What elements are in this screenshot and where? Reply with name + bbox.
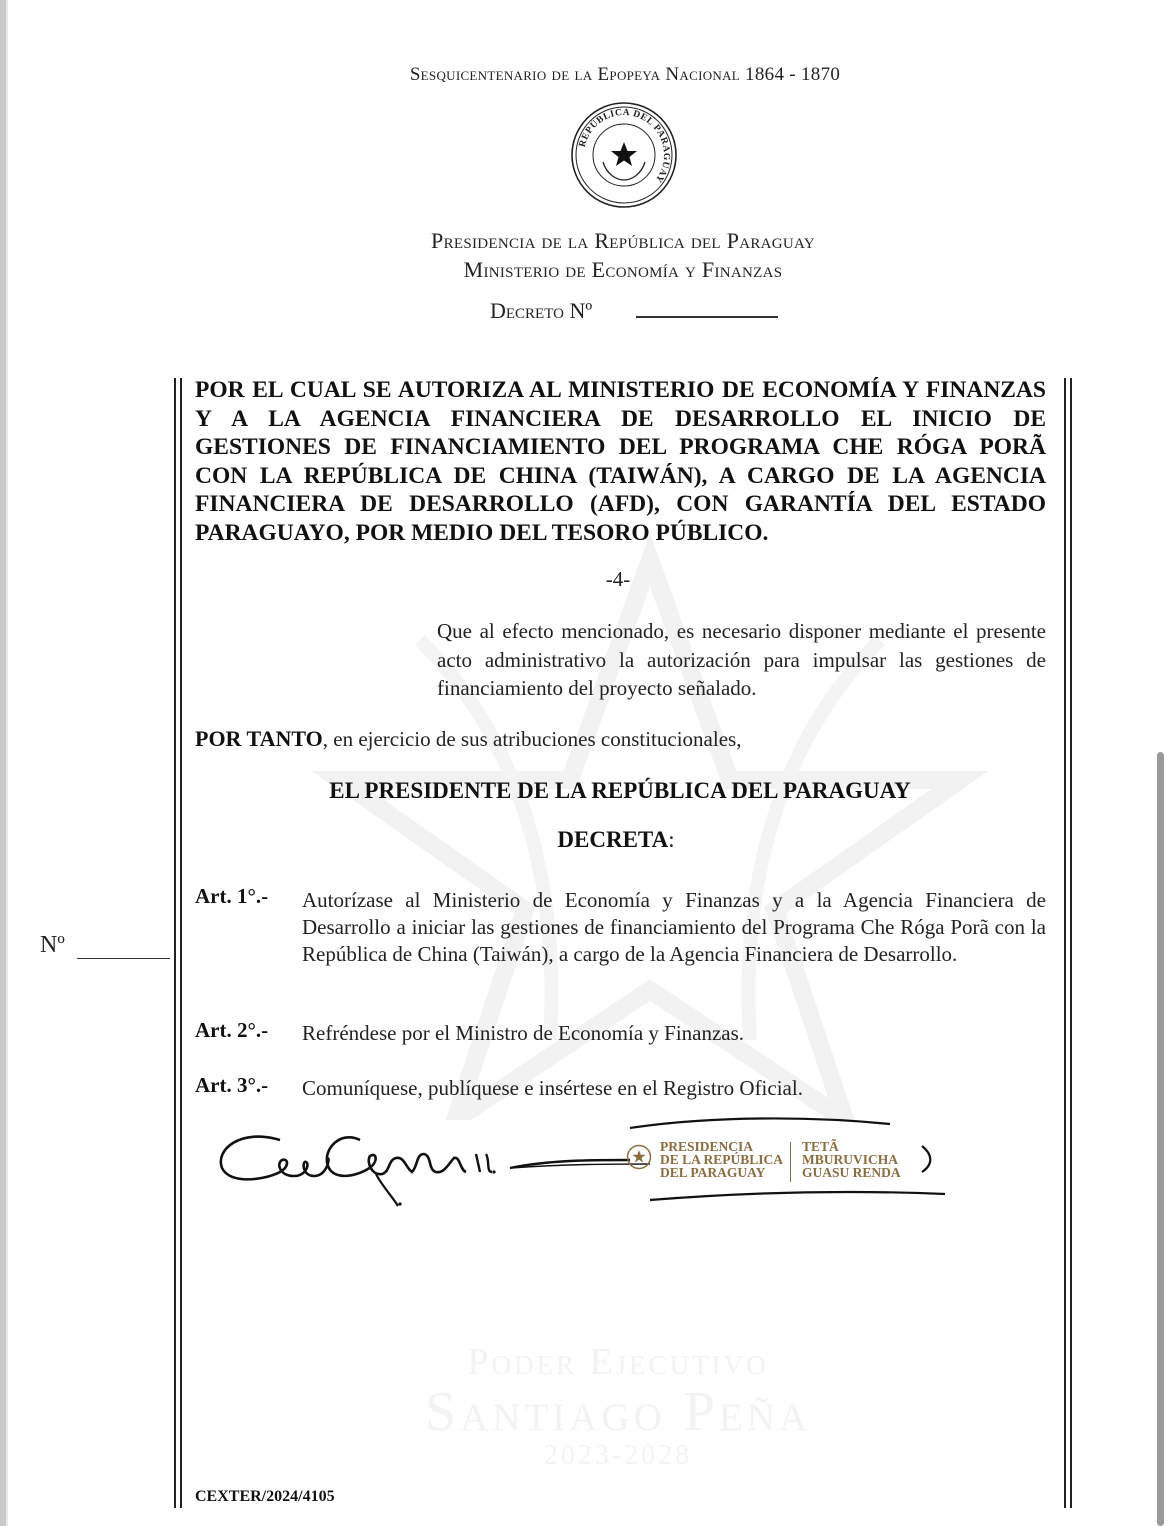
page-number: -4- bbox=[605, 567, 631, 591]
watermark-line3: 2023-2028 bbox=[543, 1440, 693, 1471]
article-1-text: Autorízase al Ministerio de Economía y Finanzas y a la Agencia Financiera de Desarrollo a iniciar las gestiones de financiamiento del Programa Che Róga Porã con la República de China (Taiwán), a cargo de la Agencia Financiera de Desarrollo. bbox=[302, 888, 1046, 966]
article-2-text: Refréndese por el Ministro de Economía y Finanzas. bbox=[302, 1021, 745, 1045]
presidency-emblem-icon bbox=[626, 1144, 652, 1170]
frame-line-right-inner bbox=[1064, 378, 1066, 1508]
institution-line-2: Ministerio de Economía y Finanzas bbox=[463, 257, 783, 282]
frame-line-left-outer bbox=[174, 378, 176, 1508]
seal-text: REPÚBLICA DEL PARAGUAY bbox=[577, 107, 672, 185]
decreta-heading bbox=[0, 827, 1170, 853]
presidency-stamp bbox=[612, 1134, 932, 1190]
institution-line-1: Presidencia de la República del Paraguay bbox=[431, 228, 815, 253]
stamp-left-text: PRESIDENCIA DE LA REPÚBLICA DEL PARAGUAY bbox=[660, 1139, 784, 1180]
decreta-word: DECRETA bbox=[557, 827, 669, 852]
stamp-separator bbox=[790, 1142, 791, 1182]
decreto-number-label: Decreto Nº bbox=[490, 298, 593, 323]
frame-line-left-inner bbox=[180, 378, 182, 1508]
margin-number-label: Nº bbox=[40, 932, 65, 958]
frame-line-right-outer bbox=[1070, 378, 1072, 1508]
article-3-label: Art. 3°.- bbox=[195, 1073, 269, 1097]
consideration-paragraph: Que al efecto mencionado, es necesario disponer mediante el presente acto administrativo la autorización para impulsar las gestiones de financiamiento del proyecto señalado. bbox=[437, 619, 1046, 700]
footer-reference: CEXTER/2024/4105 bbox=[195, 1488, 335, 1505]
por-tanto-paragraph bbox=[195, 726, 741, 752]
decreta-colon: : bbox=[668, 827, 675, 852]
article-1-label: Art. 1°.- bbox=[195, 884, 269, 908]
president-heading: EL PRESIDENTE DE LA REPÚBLICA DEL PARAGUAY bbox=[329, 778, 911, 803]
article-3-text: Comuníquese, publíquese e insértese en el Registro Oficial. bbox=[302, 1076, 803, 1100]
sesquicentenario-heading: Sesquicentenario de la Epopeya Nacional 1864 - 1870 bbox=[409, 64, 841, 85]
watermark-line1: Poder Ejecutivo bbox=[467, 1341, 769, 1383]
watermark-line2: Santiago Peña bbox=[424, 1381, 812, 1443]
decreto-number-blank bbox=[636, 316, 778, 318]
margin-number-blank bbox=[77, 958, 170, 959]
por-tanto-bold: POR TANTO bbox=[195, 726, 323, 751]
decree-title: POR EL CUAL SE AUTORIZA AL MINISTERIO DE ECONOMÍA Y FINANZAS Y A LA AGENCIA FINANCIERA DE DESARROLLO EL INICIO DE GESTIONES DE FINANCIAMIENTO DEL PROGRAMA CHE RÓGA PORÃ CON LA REPÚBLICA DE CHINA (TAIWÁN), A CARGO DE LA AGENCIA FINANCIERA DE DESARROLLO (AFD), CON GARANTÍA DEL ESTADO PARAGUAYO, POR MEDIO DEL TESORO PÚBLICO. bbox=[195, 377, 1046, 546]
por-tanto-rest: , en ejercicio de sus atribuciones constitucionales, bbox=[322, 727, 742, 751]
article-2-label: Art. 2°.- bbox=[195, 1018, 269, 1042]
national-seal-icon bbox=[569, 100, 679, 210]
stamp-right-text: TETÃ MBURUVICHA GUASU RENDA bbox=[802, 1139, 901, 1180]
